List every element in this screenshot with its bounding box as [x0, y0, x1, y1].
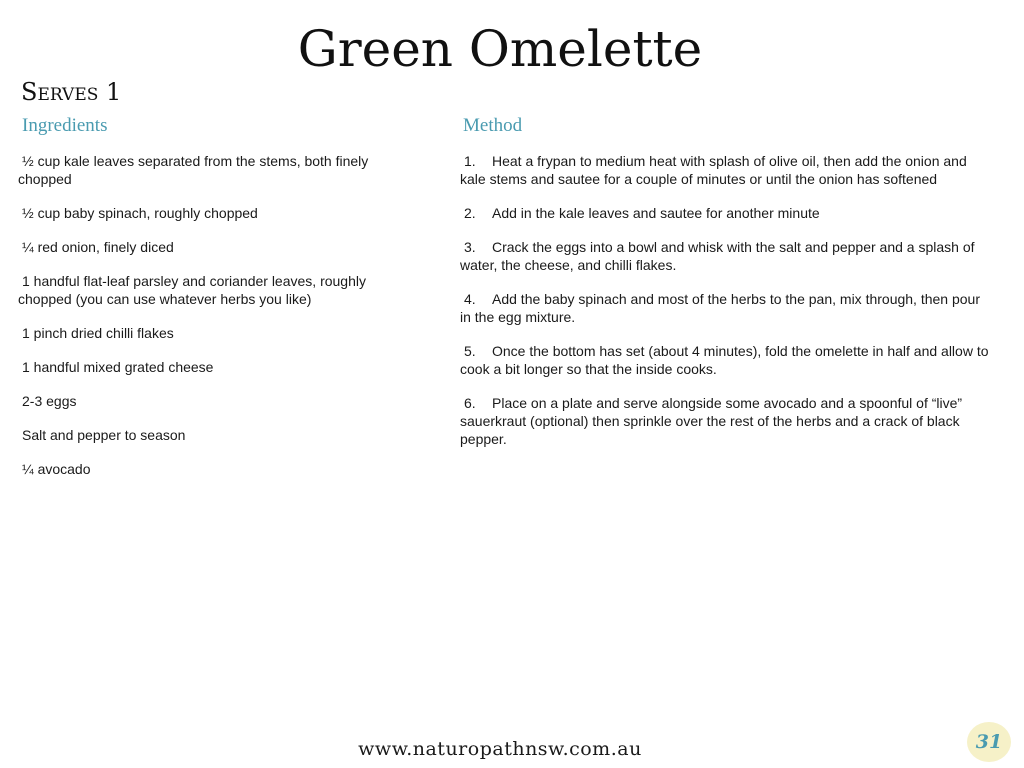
serves-label: Serves 1 [21, 78, 122, 106]
ingredient-item: ¼ avocado [22, 461, 91, 477]
method-step [460, 394, 990, 448]
method-list [460, 152, 990, 464]
step-text: Add in the kale leaves and sautee for another minute [492, 205, 820, 221]
recipe-title: Green Omelette [297, 20, 703, 78]
method-step [460, 290, 990, 326]
step-number: 4. [464, 291, 476, 307]
method-step [460, 152, 990, 188]
ingredient-item: ¼ red onion, finely diced [22, 239, 174, 255]
ingredients-heading: Ingredients [22, 115, 108, 136]
step-number: 3. [464, 239, 476, 255]
ingredient-item: 1 handful flat-leaf parsley and coriander leaves, roughly chopped (you can use whatever herbs you like) [18, 273, 366, 307]
step-text: Heat a frypan to medium heat with splash of olive oil, then add the onion and kale stems and sautee for a couple of minutes or until the onion has softened [460, 153, 967, 187]
method-step [460, 238, 990, 274]
ingredients-list [18, 152, 418, 494]
method-heading: Method [463, 115, 523, 136]
ingredient-item: 2-3 eggs [22, 393, 77, 409]
step-number: 6. [464, 395, 476, 411]
page-number-badge: 31 [967, 722, 1011, 762]
step-text: Once the bottom has set (about 4 minutes), fold the omelette in half and allow to cook a bit longer so that the inside cooks. [460, 343, 989, 377]
step-text: Crack the eggs into a bowl and whisk with the salt and pepper and a splash of water, the cheese, and chilli flakes. [460, 239, 975, 273]
step-number: 5. [464, 343, 476, 359]
footer-website: www.naturopathnsw.com.au [358, 738, 642, 760]
ingredient-item: 1 handful mixed grated cheese [22, 359, 214, 375]
method-step [460, 342, 990, 378]
ingredient-item: 1 pinch dried chilli flakes [22, 325, 174, 341]
ingredient-item: Salt and pepper to season [22, 427, 186, 443]
step-text: Place on a plate and serve alongside some avocado and a spoonful of “live” sauerkraut (optional) then sprinkle over the rest of the herbs and a crack of black pepper. [460, 395, 963, 447]
method-step [460, 204, 990, 222]
ingredient-item: ½ cup baby spinach, roughly chopped [22, 205, 258, 221]
step-number: 2. [464, 205, 476, 221]
step-text: Add the baby spinach and most of the herbs to the pan, mix through, then pour in the egg mixture. [460, 291, 980, 325]
step-number: 1. [464, 153, 476, 169]
ingredient-item: ½ cup kale leaves separated from the stems, both finely chopped [18, 153, 369, 187]
